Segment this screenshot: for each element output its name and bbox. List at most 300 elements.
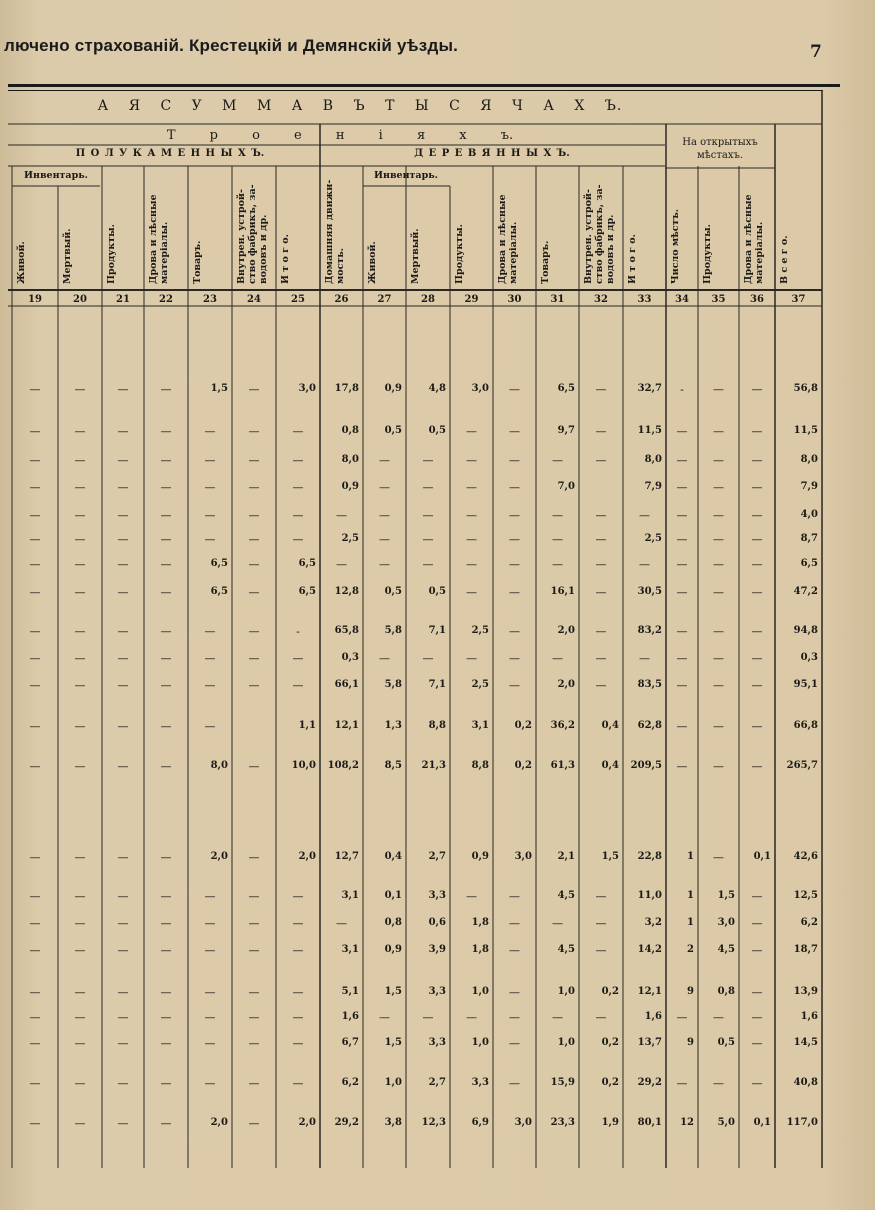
table-cell: — <box>713 1077 724 1090</box>
table-cell: 1 <box>687 851 694 862</box>
table-cell: — <box>379 509 390 522</box>
column-number-34: 34 <box>675 294 689 305</box>
table-cell: 6,5 <box>800 558 818 569</box>
table-cell: — <box>204 481 216 494</box>
table-cell: 7,1 <box>428 625 446 636</box>
table-cell: — <box>713 481 724 494</box>
table-cell: 0,2 <box>601 1077 619 1088</box>
table-cell: — <box>248 454 260 467</box>
column-number-33: 33 <box>637 294 652 305</box>
table-cell: 56,8 <box>793 383 818 394</box>
table-cell: — <box>595 509 607 522</box>
table-cell: — <box>292 679 304 692</box>
table-cell: 0,3 <box>341 652 359 663</box>
table-cell: — <box>74 586 86 599</box>
table-cell: 0,9 <box>384 383 402 394</box>
column-header-31: Товаръ. <box>540 240 551 284</box>
table-cell: — <box>466 425 477 438</box>
table-cell: — <box>751 586 763 599</box>
table-cell: — <box>160 509 172 522</box>
table-cell: — <box>466 652 477 665</box>
table-cell: — <box>379 1011 390 1024</box>
table-cell: — <box>117 1077 129 1090</box>
table-cell: — <box>117 454 129 467</box>
column-number-31: 31 <box>550 294 565 305</box>
table-cell: 7,0 <box>557 481 575 492</box>
table-cell: — <box>160 1037 172 1050</box>
table-cell: 108,2 <box>327 760 359 771</box>
table-cell: — <box>713 679 724 692</box>
table-cell: — <box>74 760 86 773</box>
table-cell: — <box>509 944 520 957</box>
table-cell: 12,3 <box>421 1117 446 1128</box>
table-cell: — <box>466 454 477 467</box>
table-cell: 6,5 <box>298 586 316 597</box>
table-cell: — <box>160 383 172 396</box>
table-cell: 1,5 <box>601 851 619 862</box>
table-cell: — <box>379 652 390 665</box>
table-cell: — <box>595 586 607 599</box>
table-cell: — <box>74 558 86 571</box>
table-cell: — <box>713 851 724 864</box>
table-cell: — <box>160 720 172 733</box>
table-cell: 4,5 <box>557 890 575 901</box>
table-cell: 1,6 <box>644 1011 662 1022</box>
table-cell: — <box>117 986 129 999</box>
table-cell: — <box>751 454 763 467</box>
column-number-30: 30 <box>507 294 522 305</box>
table-cell: 0,4 <box>601 760 619 771</box>
table-cell: — <box>422 652 434 665</box>
table-cell: — <box>379 481 390 494</box>
table-cell: — <box>639 558 650 571</box>
table-cell: — <box>713 533 724 546</box>
column-number-26: 26 <box>334 294 349 305</box>
table-cell: 1,5 <box>210 383 228 394</box>
table-cell: 3,0 <box>298 383 316 394</box>
table-cell: — <box>248 625 260 638</box>
table-cell: 0,6 <box>428 917 446 928</box>
group-polukamennykh: П О Л У К А М Е Н Н Ы Х Ъ. <box>75 148 265 159</box>
table-cell: — <box>74 944 86 957</box>
table-cell: 3,1 <box>471 720 489 731</box>
table-cell: — <box>676 425 688 438</box>
table-cell: 2,5 <box>471 625 489 636</box>
table-cell: — <box>595 383 607 396</box>
table-cell: — <box>29 383 41 396</box>
table-cell: 2,0 <box>298 851 316 862</box>
group-stroeniyakh: Т р о е н і я х ъ. <box>166 128 514 143</box>
table-cell: — <box>751 625 763 638</box>
table-cell: — <box>29 1077 41 1090</box>
table-cell: — <box>248 1117 260 1130</box>
table-cell: 47,2 <box>793 586 818 597</box>
table-cell: 1,8 <box>471 944 489 955</box>
table-cell: — <box>117 509 129 522</box>
table-cell: 1,0 <box>384 1077 402 1088</box>
column-header-34: Число мѣстъ. <box>670 208 681 284</box>
table-cell: 66,8 <box>793 720 818 731</box>
table-cell: — <box>713 509 724 522</box>
table-cell: 1,5 <box>384 986 402 997</box>
table-cell: — <box>676 1011 688 1024</box>
table-cell: — <box>117 944 129 957</box>
table-cell: — <box>160 1117 172 1130</box>
table-cell: — <box>595 533 607 546</box>
table-cell: 1,1 <box>298 720 316 731</box>
table-cell: 0,8 <box>341 425 359 436</box>
table-cell: — <box>509 481 520 494</box>
table-cell: — <box>248 760 260 773</box>
table-cell: 1,9 <box>601 1117 619 1128</box>
table-cell: — <box>509 917 520 930</box>
column-number-35: 35 <box>711 294 726 305</box>
table-cell: 9,7 <box>557 425 575 436</box>
table-cell: — <box>713 652 724 665</box>
table-cell: — <box>74 1037 86 1050</box>
table-cell: 1,6 <box>800 1011 818 1022</box>
table-cell: — <box>248 425 260 438</box>
table-cell: — <box>292 481 304 494</box>
table-cell: — <box>248 586 260 599</box>
table-cell: — <box>595 890 607 903</box>
table-cell: — <box>751 720 763 733</box>
table-cell: — <box>422 509 434 522</box>
table-cell: 0,2 <box>601 986 619 997</box>
table-cell: — <box>751 652 763 665</box>
table-cell: — <box>379 454 390 467</box>
column-header-25: И т о г о. <box>280 234 291 284</box>
table-cell: — <box>676 679 688 692</box>
table-cell: 61,3 <box>550 760 575 771</box>
table-cell: — <box>676 481 688 494</box>
table-cell: 6,7 <box>341 1037 359 1048</box>
table-cell: — <box>509 679 520 692</box>
table-cell: — <box>204 454 216 467</box>
table-cell: 11,5 <box>637 425 662 436</box>
table-cell: — <box>160 586 172 599</box>
table-cell: 12,5 <box>793 890 818 901</box>
table-cell: — <box>552 533 563 546</box>
table-cell: 5,8 <box>384 625 402 636</box>
table-cell: — <box>676 533 688 546</box>
table-cell: 3,9 <box>428 944 446 955</box>
table-cell: 0,5 <box>717 1037 735 1048</box>
table-cell: 12,1 <box>637 986 662 997</box>
table-cell: — <box>713 425 724 438</box>
table-cell: — <box>204 533 216 546</box>
table-cell: 6,5 <box>298 558 316 569</box>
table-cell: — <box>552 454 563 467</box>
table-cell: 265,7 <box>786 760 818 771</box>
table-cell: — <box>466 586 477 599</box>
table-cell: 0,1 <box>384 890 402 901</box>
table-cell: 66,1 <box>334 679 359 690</box>
table-cell: 0,2 <box>601 1037 619 1048</box>
table-cell: 7,9 <box>800 481 818 492</box>
table-cell: — <box>509 454 520 467</box>
table-cell: 8,0 <box>341 454 359 465</box>
table-cell: 12 <box>680 1117 694 1128</box>
table-cell: 0,1 <box>753 851 771 862</box>
table-cell: 2,0 <box>557 679 575 690</box>
table-cell: — <box>74 986 86 999</box>
table-cell: — <box>74 454 86 467</box>
table-cell: 1,0 <box>471 986 489 997</box>
column-number-36: 36 <box>750 294 764 305</box>
table-cell: 15,9 <box>550 1077 575 1088</box>
table-cell: 7,9 <box>644 481 662 492</box>
table-cell: — <box>74 679 86 692</box>
table-cell: — <box>117 558 129 571</box>
table-cell: 1,5 <box>717 890 735 901</box>
table-cell: — <box>29 720 41 733</box>
table-cell: — <box>595 625 607 638</box>
column-number-32: 32 <box>594 294 608 305</box>
table-cell: — <box>751 1037 763 1050</box>
table-cell: — <box>29 586 41 599</box>
table-cell: — <box>117 851 129 864</box>
table-cell: — <box>248 1077 260 1090</box>
table-cell: — <box>509 509 520 522</box>
table-cell: — <box>595 917 607 930</box>
table-cell: — <box>751 760 763 773</box>
table-cell: — <box>74 917 86 930</box>
table-cell: — <box>74 890 86 903</box>
table-cell: 10,0 <box>291 760 316 771</box>
table-cell: 2,0 <box>210 1117 228 1128</box>
table-cell: — <box>29 917 41 930</box>
table-cell: — <box>248 944 260 957</box>
running-title: лючено страхованій. Крестецкій и Демянскій уѣзды. <box>4 36 459 55</box>
table-cell: 1,0 <box>557 986 575 997</box>
table-cell: — <box>751 481 763 494</box>
table-cell: — <box>74 652 86 665</box>
table-cell: — <box>292 425 304 438</box>
table-cell: — <box>29 760 41 773</box>
table-cell: — <box>117 625 129 638</box>
table-cell: — <box>204 720 216 733</box>
table-cell: — <box>292 1077 304 1090</box>
table-cell: — <box>204 509 216 522</box>
table-cell: — <box>74 533 86 546</box>
table-cell: 29,2 <box>334 1117 359 1128</box>
table-cell: 4,5 <box>557 944 575 955</box>
table-cell: 0,4 <box>384 851 402 862</box>
table-cell: — <box>552 1011 563 1024</box>
table-cell: 8,0 <box>644 454 662 465</box>
table-cell: 1,3 <box>384 720 402 731</box>
table-cell: — <box>117 533 129 546</box>
table-cell: — <box>639 509 650 522</box>
table-cell: 12,7 <box>334 851 359 862</box>
table-cell: — <box>29 652 41 665</box>
table-cell: 95,1 <box>793 679 818 690</box>
table-cell: 0,5 <box>428 425 446 436</box>
table-cell: — <box>204 1077 216 1090</box>
table-cell: — <box>248 917 260 930</box>
table-cell: 36,2 <box>550 720 575 731</box>
table-cell: 1,6 <box>341 1011 359 1022</box>
table-cell: 0,5 <box>384 586 402 597</box>
table-cell: 21,3 <box>421 760 446 771</box>
table-cell: — <box>160 851 172 864</box>
table-cell: — <box>204 652 216 665</box>
table-cell: — <box>676 760 688 773</box>
table-cell: — <box>204 986 216 999</box>
table-cell: 3,1 <box>341 944 359 955</box>
table-cell: — <box>676 625 688 638</box>
table-cell: — <box>160 425 172 438</box>
table-cell: — <box>509 625 520 638</box>
table-cell: — <box>751 917 763 930</box>
column-header-19: Живой. <box>16 241 27 284</box>
table-cell: — <box>336 917 347 930</box>
table-cell: 6,9 <box>471 1117 489 1128</box>
table-cell: — <box>509 533 520 546</box>
table-cell: 0,4 <box>601 720 619 731</box>
table-cell: — <box>204 425 216 438</box>
table-cell: — <box>117 1117 129 1130</box>
table-cell: 42,6 <box>793 851 818 862</box>
table-cell: 1,8 <box>471 917 489 928</box>
table-cell: — <box>117 383 129 396</box>
table-cell: 0,2 <box>514 760 532 771</box>
table-cell: — <box>74 625 86 638</box>
table-cell: — <box>29 1117 41 1130</box>
table-cell: — <box>509 586 520 599</box>
table-cell: 65,8 <box>334 625 359 636</box>
table-cell: — <box>751 425 763 438</box>
table-cell: — <box>676 509 688 522</box>
table-cell: 3,0 <box>514 851 532 862</box>
table-cell: — <box>160 1077 172 1090</box>
table-cell: — <box>117 425 129 438</box>
table-cell: — <box>713 454 724 467</box>
table-cell: 18,7 <box>793 944 818 955</box>
column-number-19: 19 <box>28 294 42 305</box>
table-cell: 1,5 <box>384 1037 402 1048</box>
group-derevyannykh: Д Е Р Е В Я Н Н Ы Х Ъ. <box>414 148 570 159</box>
column-number-24: 24 <box>247 294 261 305</box>
table-cell: — <box>160 890 172 903</box>
table-cell: — <box>509 425 520 438</box>
table-cell: 16,1 <box>550 586 575 597</box>
table-cell: — <box>292 652 304 665</box>
table-cell: — <box>509 890 520 903</box>
table-cell: — <box>676 652 688 665</box>
table-cell: — <box>248 1037 260 1050</box>
table-cell: — <box>160 625 172 638</box>
table-cell: 14,5 <box>793 1037 818 1048</box>
table-cell: 3,0 <box>717 917 735 928</box>
table-cell: — <box>595 652 607 665</box>
table-cell: — <box>204 679 216 692</box>
table-cell: 1,0 <box>557 1037 575 1048</box>
table-cell: — <box>29 425 41 438</box>
table-title: А Я С У М М А В Ъ Т Ы С Я Ч А Х Ъ. <box>97 98 623 114</box>
table-cell: — <box>248 851 260 864</box>
table-cell: — <box>117 1011 129 1024</box>
table-cell: 6,5 <box>210 558 228 569</box>
table-cell: 5,1 <box>341 986 359 997</box>
table-cell: 17,8 <box>334 383 359 394</box>
table-cell: — <box>552 917 563 930</box>
table-cell: 3,0 <box>514 1117 532 1128</box>
table-cell: — <box>292 533 304 546</box>
table-cell: — <box>117 720 129 733</box>
table-cell: 11,0 <box>637 890 662 901</box>
table-cell: 12,8 <box>334 586 359 597</box>
table-cell: — <box>29 625 41 638</box>
table-cell: — <box>74 383 86 396</box>
table-cell: 5,8 <box>384 679 402 690</box>
table-cell: — <box>595 558 607 571</box>
table-cell: — <box>751 944 763 957</box>
table-cell: — <box>552 652 563 665</box>
inventory-label-2: Инвентарь. <box>374 170 438 181</box>
table-cell: — <box>160 533 172 546</box>
table-cell: — <box>248 558 260 571</box>
table-cell: — <box>74 720 86 733</box>
table-cell: — <box>509 1011 520 1024</box>
table-cell: — <box>379 558 390 571</box>
table-cell: — <box>117 1037 129 1050</box>
table-cell: — <box>292 1011 304 1024</box>
table-cell: 3,8 <box>384 1117 402 1128</box>
table-cell: — <box>74 1011 86 1024</box>
table-cell: 3,3 <box>428 986 446 997</box>
table-cell: — <box>422 533 434 546</box>
table-cell: 0,5 <box>428 586 446 597</box>
table-cell: — <box>466 533 477 546</box>
column-header-27: Живой. <box>367 241 378 284</box>
table-cell: — <box>292 509 304 522</box>
table-cell: — <box>292 944 304 957</box>
table-cell: 2,5 <box>644 533 662 544</box>
column-number-29: 29 <box>464 294 479 305</box>
table-cell: — <box>160 679 172 692</box>
table-cell: 5,0 <box>717 1117 735 1128</box>
column-header-28: Мертвый. <box>410 228 421 284</box>
column-header-36: Дрова и лѣсные матеріалы. <box>743 194 765 284</box>
table-cell: 0,2 <box>514 720 532 731</box>
table-cell: — <box>248 533 260 546</box>
table-cell: 3,1 <box>341 890 359 901</box>
column-header-35: Продукты. <box>702 224 713 284</box>
table-cell: — <box>552 558 563 571</box>
table-cell: — <box>204 1011 216 1024</box>
table-cell: 6,2 <box>800 917 818 928</box>
inventory-label-1: Инвентарь. <box>24 170 88 181</box>
table-cell: 1,0 <box>471 1037 489 1048</box>
table-cell: 4,0 <box>800 509 818 520</box>
table-cell: — <box>751 890 763 903</box>
table-cell: — <box>595 454 607 467</box>
table-cell: — <box>204 917 216 930</box>
table-cell: — <box>292 986 304 999</box>
table-cell: 6,2 <box>341 1077 359 1088</box>
table-cell: — <box>509 652 520 665</box>
table-cell: 94,8 <box>793 625 818 636</box>
table-cell: — <box>422 454 434 467</box>
table-cell: 23,3 <box>550 1117 575 1128</box>
table-cell: 0,9 <box>384 944 402 955</box>
table-cell: 9 <box>687 1037 694 1048</box>
table-cell: — <box>422 558 434 571</box>
table-cell: — <box>509 383 520 396</box>
table-cell: — <box>29 1011 41 1024</box>
